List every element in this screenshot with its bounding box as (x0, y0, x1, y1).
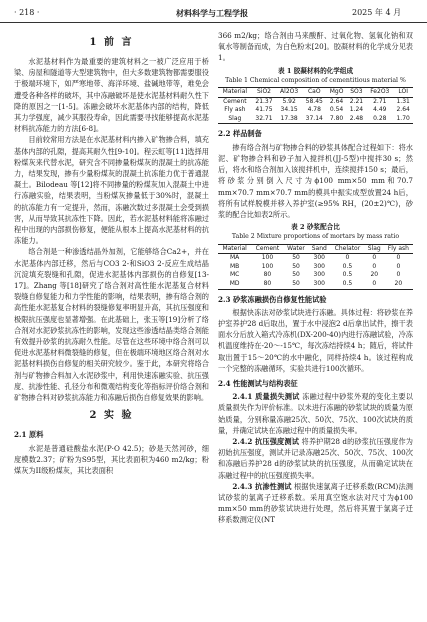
table-cell: 0 (396, 262, 401, 270)
table-cell: 1.24 (349, 106, 364, 114)
table-cell: 4.49 (373, 106, 387, 114)
table-row (218, 115, 413, 124)
table-cell: 100 (261, 262, 274, 270)
table2-header: Cement (251, 244, 283, 254)
sample-prep-paragraph: 掺有络合剂与矿物掺合料的砂浆具体配合过程如下：将水泥、矿物掺合料和砂子加入搅拌机(JJ-5型)中搅拌30 s；然后，将水和络合剂加入该搅拌机中，连续搅拌150 s；最后，将砂浆分别倒入尺寸为ϕ100 mm×50 mm和70.7 mm×70.7 mm×70.7 mm的模具中振实成型放置24 h后，将所有试样脱模并移入养护室(≥95% RH，(20±2)℃)，砂浆的配合比如表2所示。 (218, 142, 413, 219)
table1-header-row (218, 88, 413, 98)
table-cell: 58.45 (305, 97, 323, 105)
table2-header: Fly ash (384, 244, 413, 254)
table2-header: Slag (365, 244, 384, 254)
table-cell: MD (218, 280, 251, 289)
table-cell: MA (230, 254, 240, 262)
table-cell: Cement (223, 97, 247, 105)
table1-caption-cn: 表 1 胶凝材料的化学组成 (277, 66, 354, 75)
table2-header: Material (218, 244, 251, 254)
table-cell: 0 (372, 254, 377, 262)
table1-header: MgO (327, 88, 347, 98)
table-cell: 50 (292, 271, 300, 279)
page-number: · 218 · (14, 8, 40, 17)
table-cell: 2.48 (347, 115, 367, 124)
table-cell: 50 (292, 262, 300, 270)
subsection-raw-materials: 2.1 原料 (14, 430, 44, 440)
table-cell: 300 (313, 262, 325, 270)
table-row (218, 97, 413, 106)
mass-loss-paragraph (218, 391, 413, 436)
table-cell: 2.21 (349, 97, 364, 105)
table-cell: 80 (263, 271, 272, 279)
table-cell: 0.54 (329, 106, 344, 114)
table-cell: Slag (218, 115, 252, 124)
table-cell: Fly ash (224, 106, 246, 114)
table1-header: Material (218, 88, 252, 98)
section-title-introduction: 1 前 言 (89, 37, 134, 48)
table2-header: Sand (308, 244, 330, 254)
table-cell: 21.37 (255, 97, 273, 105)
table2-caption-en: Table 2 Mixture proportions of mortars by mass ratio (231, 233, 400, 241)
table-cell: 300 (313, 254, 325, 262)
table-cell: 0 (372, 262, 377, 270)
table-cell: 0 (396, 271, 401, 279)
table-cell: 50 (292, 254, 300, 262)
page-header (0, 0, 427, 23)
table1-header: SiO2 (252, 88, 277, 98)
subsection-testing: 2.4 性能测试与结构表征 (218, 379, 298, 388)
subsection-sample-prep: 2.2 样品制备 (218, 129, 262, 139)
permeability-text: 根据快速氯离子迁移系数(RCM)法测试砂浆的氯离子迁移系数。采用真空饱水法对尺寸为ϕ100 mm×50 mm的砂浆试块进行处理，然后将其置于氯离子迁移系数测定仪(NT (218, 481, 413, 525)
table-cell: 100 (261, 254, 274, 262)
intro-paragraph-2: 目前较常用方法是在水泥基材料内掺入矿物掺合料，填充基体内部的孔隙，提高其耐久性[9-10]。程云虹等[11]选择用粉煤灰来代替水泥，研究含不同掺量粉煤灰的混凝土的抗冻能力，结果发现，掺有少量粉煤灰的混凝土抗冻能力优于普通混凝土。Bilodeau 等[12]将不同掺量的粉煤灰加入混凝土中进行冻融实验，结果表明，当粉煤灰掺量低于30%时，混凝土的抗冻能力有一定提升，然而，冻融次数过多混凝土会受到损害，从而导致其抗冻性下降。因此，若水泥基材料能将冻融过程中出现的内部损伤修复，便能从根本上提高水泥基材料的抗冻能力。 (14, 135, 209, 246)
table-cell: 1.70 (393, 115, 413, 124)
table-row (218, 254, 413, 263)
subsection-freeze-thaw: 2.3 砂浆冻融损伤自修复性能试验 (218, 294, 327, 304)
table-row (218, 106, 413, 115)
journal-title: 材料科学与工程学报 (176, 8, 248, 18)
table-cell: 0.5 (330, 280, 365, 289)
table-cell: 0.5 (342, 262, 353, 270)
freeze-thaw-paragraph: 根据快冻法对砂浆试块进行冻融。具体过程：将砂浆在养护室养护28 d后取出，置于水中浸泡2 d后拿出试件，擦干表面水分后放入箱式冷冻机(DX-200-40)内进行冻融试验，冷冻机温度维持在-20～-15℃，每次冻结持续4 h；随后，将试件取出置于15～20℃的水中融化，同样持续4 h。该过程构成一个完整的冻融循环，实验共进行100次循环。 (218, 307, 413, 373)
table-cell: 0.5 (342, 271, 353, 279)
table-cell: 0 (345, 254, 350, 262)
table2-header: Water (284, 244, 309, 254)
table-cell: 17.38 (276, 115, 302, 124)
table1-header: Al2O3 (276, 88, 302, 98)
table-cell: 300 (313, 271, 325, 279)
table-cell: 20 (370, 271, 379, 279)
table2-header-row (218, 244, 413, 254)
table-cell: 50 (284, 280, 309, 289)
table-row (218, 271, 413, 280)
table-cell: 2.64 (396, 106, 410, 114)
table1-header: CaO (302, 88, 327, 98)
table-cell: 2.71 (373, 97, 387, 105)
table-row (218, 280, 413, 289)
table-cell: 0 (396, 254, 401, 262)
mass-loss-text: 冻融过程中砂浆外观的变化主要以质量损失作为评价标准。以未进行冻融的砂浆试块的质量为原始质量，分别称量冻融25次、50次、75次、100次试块的质量，并确定试块在冻融过程中的质量损失率。 (218, 392, 413, 435)
table1-header: LOI (393, 88, 413, 98)
raw-materials-paragraph: 水泥是普通硅酸盐水泥(P·O 42.5)；砂是天然河砂，细度模数2.37；矿粉为S95型，其比表面积为460 m2/kg；粉煤灰为II级粉煤灰，其比表面积 (14, 443, 209, 475)
table-row (218, 263, 413, 272)
intro-paragraph-3: 络合剂是一种渗透结晶外加剂，它能够络合Ca2+，并在水泥基体内部迁移，然后与CO3 2-和SiO3 2-反应生成结晶沉淀填充裂缝和孔隙，促进水泥基体内部损伤的自修复[13-17]。Zhang 等[18]研究了络合剂对高性能水泥基复合材料裂缝自修复能力和力学性能的影响，结果表明，掺有络合剂的高性能水泥基复合材料的裂缝修复率明显升高，其抗压强度和极限抗压强度也显著增强。在此基础上，张玉等[19]分析了络合剂对水泥砂浆抗冻性的影响，发现这些渗透结晶类络合剂能有效提升砂浆的抗冻耐久性能。尽管在这些环境中络合剂可以促进水泥基材料微裂缝的修复，但在极端环境地区络合剂对水泥基材料损伤自修复的相关研究较少。鉴于此，本研究将络合剂与矿物掺合料加入水泥砂浆中，利用快速冻融实验、抗压强度、抗渗性能、孔径分布和微观结构变化等指标评价络合剂和矿物掺合料对砂浆抗冻能力和冻融后损伤自修复效果的影响。 (14, 247, 209, 403)
permeability-label: 2.4.3 抗渗性测试 (232, 481, 292, 491)
table-cell: 0 (365, 280, 384, 289)
table-cell: 5.92 (282, 97, 296, 105)
table-cell: 32.71 (252, 115, 277, 124)
section-title-experiment: 2 实 验 (89, 410, 134, 422)
table1-header: Fe2O3 (366, 88, 393, 98)
issue-date: 2025 年 4 月 (352, 8, 402, 17)
table-cell: 2.64 (329, 97, 344, 105)
table2-caption-cn: 表 2 砂浆配合比 (291, 223, 340, 232)
compressive-paragraph (218, 436, 413, 481)
table2-mixture-proportions (218, 244, 413, 290)
table-cell: 80 (251, 280, 283, 289)
table-cell: 34.15 (280, 106, 298, 114)
table1-header: SO3 (347, 88, 367, 98)
table-cell: 41.75 (255, 106, 273, 114)
intro-paragraph-1: 水泥基材料作为最重要的建筑材料之一被广泛应用于桥梁、房屋和隧道等大型建筑物中，但大多数建筑物都需要服役于极端环境下，如严寒地带、海洋环境、盐碱地带等，难免会遭受各种各样的破坏，其中冻融破坏是使水泥基材料耐久性下降的原因之一[1-5]。冻融会破坏水泥基体内部的结构，降低其力学强度，减少其服役寿命，因此需要寻找能够提高水泥基材料抗冻能力的方法[6-8]。 (14, 57, 209, 134)
continued-paragraph: 366 m2/kg；络合剂由马来酸酐、过氧化物、氢氧化钠和双氧水等制备而成，为白色粉末[20]。胶凝材料的化学成分见表1。 (218, 31, 413, 63)
compressive-text: 将养护期28 d的砂浆抗压强度作为初始抗压强度，测试并记录冻融25次、50次、75次、100次和冻融后养护28 d的砂浆试块的抗压强度，从而确定试块在冻融过程中的抗压强度损失率。 (218, 437, 413, 480)
table-cell: 300 (308, 280, 330, 289)
table-cell: 20 (384, 280, 413, 289)
table-cell: 1.31 (396, 97, 410, 105)
permeability-paragraph (218, 481, 413, 526)
table-cell: 4.78 (307, 106, 321, 114)
right-column (218, 30, 413, 526)
table1-chemical-composition (218, 87, 413, 124)
mass-loss-label: 2.4.1 质量损失测试 (232, 392, 300, 402)
compressive-label: 2.4.2 抗压强度测试 (232, 437, 300, 447)
left-column (14, 30, 209, 476)
table-cell: MC (229, 271, 240, 279)
table-cell: 0.28 (366, 115, 393, 124)
table-cell: MB (229, 262, 240, 270)
table-cell: 37.14 (302, 115, 327, 124)
table-cell: 7.80 (327, 115, 347, 124)
table1-caption-en: Table 1 Chemical composition of cementitious material % (225, 76, 406, 84)
table2-header: Chelator (330, 244, 365, 254)
